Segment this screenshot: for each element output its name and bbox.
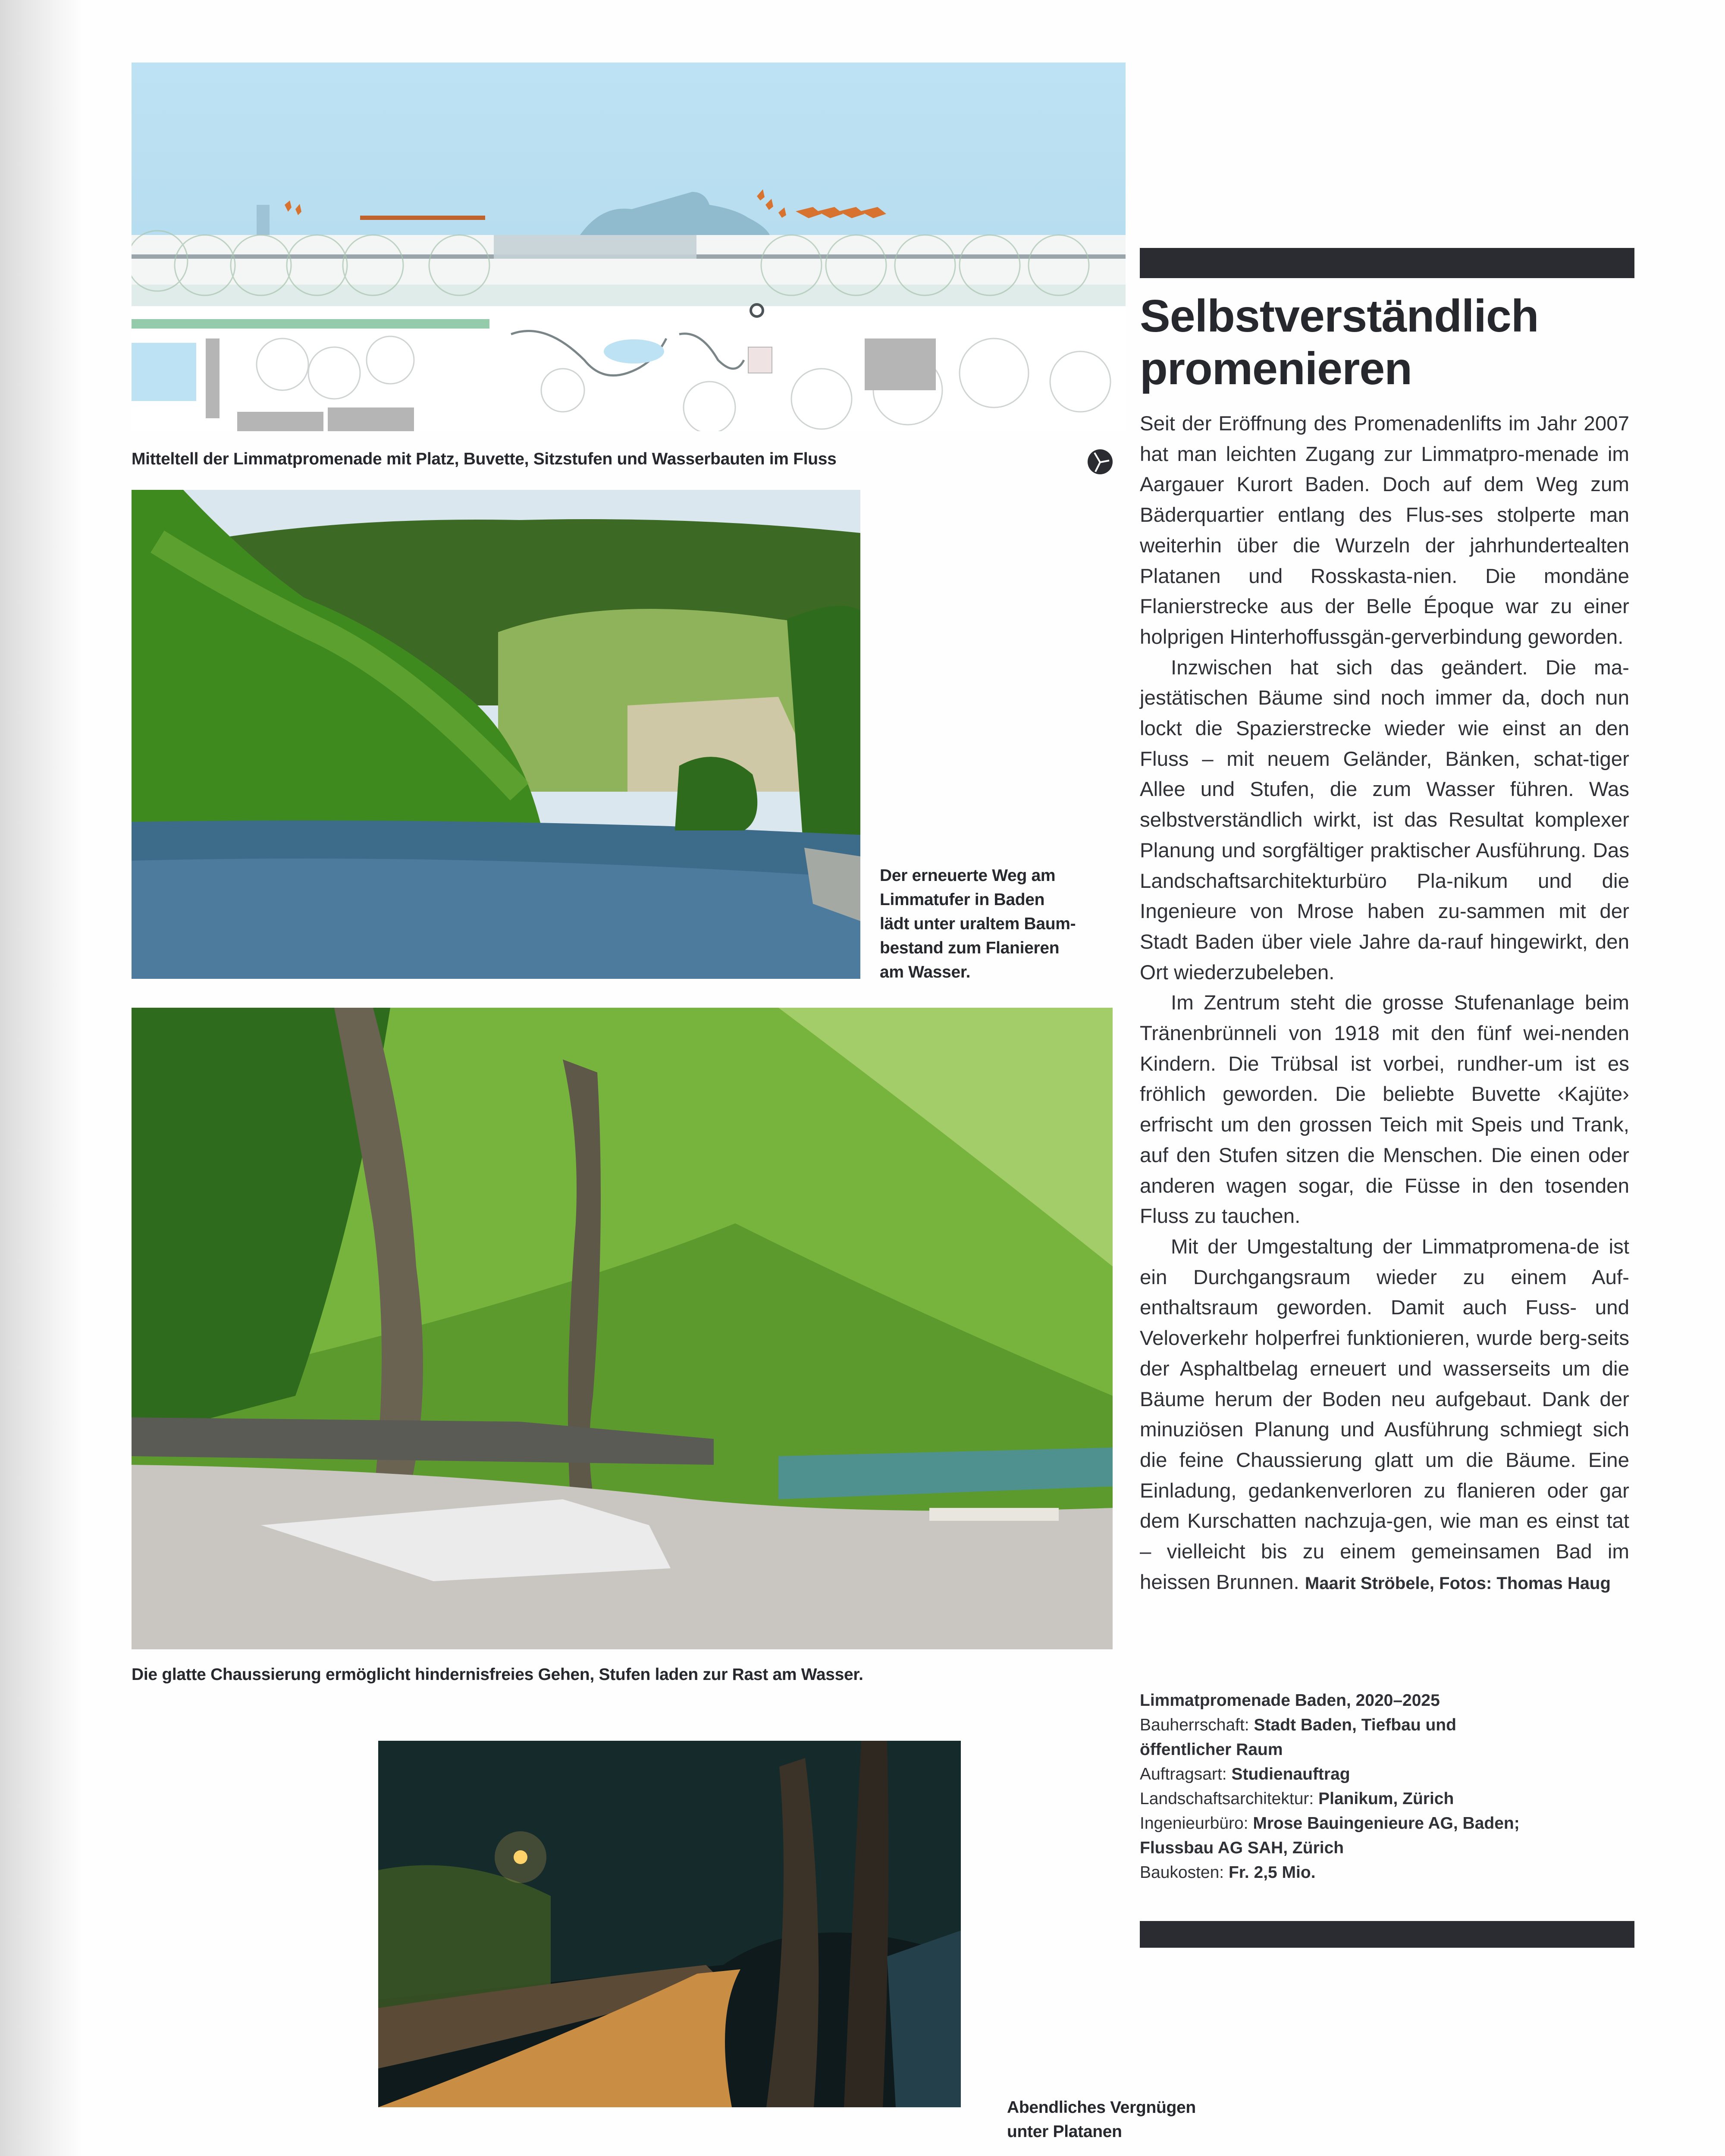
fountain (751, 304, 763, 317)
paragraph: Seit der Eröffnung des Promenadenlifts im Jahr 2007 hat man leichten Zugang zur Limmatpro-menade im Aargauer Kurort Baden. Doch auf dem Weg zum Bäderquartier entlang des Flus-ses stolperte man weiterhin über die Wurzeln der jahrhundertealten Platanen und Rosskasta-nien. Die mondäne Flanierstrecke aus der Belle Époque war zu einer holprigen Hinterhoffussgän-gerverbindung geworden. (1140, 412, 1629, 649)
photo1-caption (880, 864, 1121, 984)
info-label: Bauherrschaft: (1140, 1716, 1249, 1734)
photo-river-illustration (132, 490, 860, 979)
info-row (1140, 1811, 1554, 1860)
title-line: promenieren (1140, 343, 1412, 394)
info-label: Landschaftsarchitektur: (1140, 1789, 1314, 1808)
info-value: Stadt Baden, Tiefbau und öffentlicher Raum (1140, 1716, 1456, 1759)
caption-line: bestand zum Flanieren (880, 939, 1060, 957)
byline: Maarit Ströbele, Fotos: Thomas Haug (1305, 1573, 1611, 1593)
photo-plane-trees (132, 1008, 1113, 1649)
paragraph (1140, 1232, 1629, 1598)
info-row (1140, 1786, 1636, 1811)
info-row (1140, 1860, 1636, 1885)
title-line: Selbstverständlich (1140, 291, 1539, 342)
info-row (1140, 1762, 1636, 1786)
photo2-caption: Die glatte Chaussierung ermöglicht hindernisfreies Gehen, Stufen laden zur Rast am Wasser. (132, 1665, 863, 1684)
info-value: Mrose Bauingenieure AG, Baden; Flussbau AG SAH, Zürich (1140, 1814, 1520, 1857)
building (237, 412, 323, 431)
building (328, 407, 414, 431)
photo-evening-path (378, 1741, 961, 2107)
caption-line: am Wasser. (880, 963, 971, 981)
bottom-accent-bar (1140, 1921, 1634, 1948)
photo-river-promenade (132, 490, 860, 979)
paragraph-text: Mit der Umgestaltung der Limmatpromena-de ist ein Durchgangsraum wieder zu einem Auf-enthaltsraum geworden. Damit auch Fuss- und Veloverkehr holperfrei funktionieren, wurde berg-seits der Asphaltbelag erneuert und wasserseits um die Bäume herum der Boden neu aufgebaut. Dank der minuziösen Planung und Ausführung schmiegt sich die feine Chaussierung glatt um die Bäume. Eine Einladung, gedankenverloren zu flanieren oder gar dem Kurschatten nachzuja-gen, wie man es einst tat – vielleicht bis zu einem gemeinsamen Bad im heissen Brunnen. (1140, 1235, 1629, 1594)
building (206, 338, 220, 418)
info-value: Studienauftrag (1231, 1765, 1350, 1783)
vegetation-strip (132, 319, 489, 329)
photo-trees-illustration (132, 1008, 1113, 1649)
pool (132, 343, 196, 401)
article-title (1140, 290, 1636, 395)
caption-line: Der erneuerte Weg am (880, 866, 1056, 885)
building (865, 338, 936, 390)
project-info-box (1140, 1688, 1636, 1885)
pond (604, 339, 664, 364)
info-row (1140, 1713, 1511, 1762)
info-heading: Limmatpromenade Baden, 2020–2025 (1140, 1691, 1440, 1710)
site-plan-drawing (132, 63, 1126, 431)
info-label: Ingenieurbüro: (1140, 1814, 1248, 1833)
article-body (1140, 409, 1629, 1598)
north-arrow-icon (1087, 448, 1113, 475)
paragraph: Im Zentrum steht die grosse Stufenanlage beim Tränenbrünneli von 1918 mit den fünf wei-nenden Kindern. Die Trübsal ist vorbei, rundher-um ist es fröhlich geworden. Die beliebte Buvette ‹Kajüte› erfrischt um den grossen Teich mit Speis und Trank, auf den Stufen sitzen die Menschen. Die einen oder anderen wagen sogar, die Füsse in den tosenden Fluss zu tauchen. (1140, 991, 1629, 1228)
site-plan-illustration (132, 63, 1126, 431)
caption-line: Limmatufer in Baden (880, 890, 1045, 909)
info-label: Baukosten: (1140, 1863, 1224, 1882)
info-label: Auftragsart: (1140, 1765, 1227, 1783)
caption-line: lädt unter uraltem Baum- (880, 915, 1076, 933)
photo3-caption (1007, 2096, 1223, 2144)
info-value: Fr. 2,5 Mio. (1228, 1863, 1316, 1882)
plan-caption: Mitteltell der Limmatpromenade mit Platz, Buvette, Sitzstufen und Wasserbauten im Fluss (132, 450, 837, 468)
top-accent-bar (1140, 248, 1634, 278)
caption-line: unter Platanen (1007, 2122, 1122, 2141)
photo-evening-illustration (378, 1741, 961, 2107)
info-value: Planikum, Zürich (1318, 1789, 1454, 1808)
page-gutter-shadow (0, 0, 82, 2156)
structure-shape (257, 205, 270, 235)
caption-line: Abendliches Vergnügen (1007, 2098, 1196, 2117)
paragraph: Inzwischen hat sich das geändert. Die ma-jestätischen Bäume sind noch immer da, doch nun lockt die Spazierstrecke wieder wie einst an den Fluss – mit neuem Geländer, Bänken, schat-tiger Allee und Stufen, die zum Wasser führen. Was selbstverständlich wirkt, ist das Resultat komplexer Planung und sorgfältiger praktischer Ausführung. Das Landschaftsarchitekturbüro Pla-nikum und die Ingenieure von Mrose haben zu-sammen mit der Stadt Baden über viele Jahre da-rauf hingewirkt, den Ort wiederzubeleben. (1140, 656, 1629, 984)
